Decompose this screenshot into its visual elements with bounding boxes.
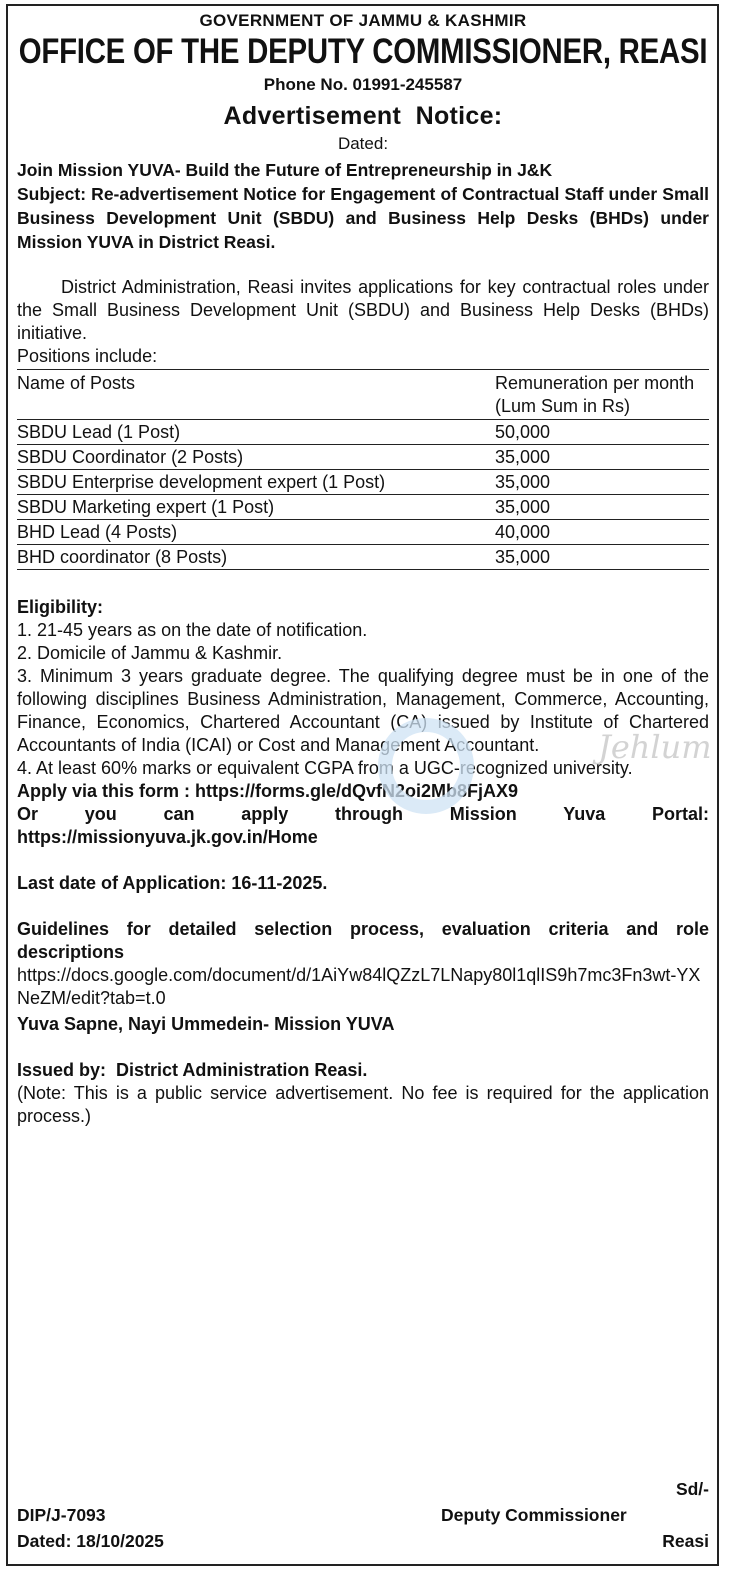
post-name: SBDU Enterprise development expert (1 Post) [17,470,495,495]
advertisement-title: Advertisement Notice: [223,102,503,130]
post-name: SBDU Coordinator (2 Posts) [17,445,495,470]
positions-table [17,369,709,570]
post-name: BHD Lead (4 Posts) [17,520,495,545]
designation: Deputy Commissioner [441,1505,627,1525]
eligibility-item: 3. Minimum 3 years graduate degree. The qualifying degree must be in one of the following disciplines Business Administration, Management, Commerce, Accounting, Finance, Economics, Chartered Accountant (CA) issued by Institute of Chartered Accountants of India (ICAI) or Cost and Management Accountant. [17,666,709,755]
apply-form-link[interactable]: Apply via this form : https://forms.gle/dQvfN2oi2Mb8FjAX9 [17,781,519,801]
place: Reasi [662,1531,709,1551]
table-row [17,470,709,495]
government-heading: GOVERNMENT OF JAMMU & KASHMIR [199,11,527,30]
intro-paragraph: District Administration, Reasi invites applications for key contractual roles under the Small Business Development Unit (SBDU) and Business Help Desks (BHDs) initiative. [17,277,709,343]
fee-note: (Note: This is a public service advertisement. No fee is required for the application process.) [17,1083,709,1126]
table-row [17,545,709,570]
table-row [17,495,709,520]
notice-frame [6,4,719,1566]
last-date: Last date of Application: 16-11-2025. [17,873,328,893]
notice-body [8,6,717,1128]
dated-label: Dated: [337,134,389,153]
phone-number: Phone No. 01991-245587 [263,75,463,94]
slogan: Yuva Sapne, Nayi Ummedein- Mission YUVA [17,1014,395,1034]
post-remuneration: 35,000 [495,445,709,470]
post-remuneration: 50,000 [495,420,709,445]
post-name: BHD coordinator (8 Posts) [17,545,495,570]
eligibility-item: 1. 21-45 years as on the date of notification. [17,620,368,640]
post-name: SBDU Lead (1 Post) [17,420,495,445]
release-date: Dated: 18/10/2025 [17,1531,164,1551]
post-remuneration: 35,000 [495,545,709,570]
table-row [17,520,709,545]
dip-number: DIP/J-7093 [17,1505,106,1525]
positions-label: Positions include: [17,346,158,366]
guidelines-url[interactable]: https://docs.google.com/document/d/1AiYw84lQZzL7LNapy80l1qlIS9h7mc3Fn3wt-YXNeZM/edit?tab=t.0 [17,965,701,1008]
post-remuneration: 40,000 [495,520,709,545]
header-remuneration: Remuneration per month (Lum Sum in Rs) [495,370,709,420]
table-row [17,420,709,445]
mission-tagline: Join Mission YUVA- Build the Future of Entrepreneurship in J&K [17,160,553,180]
subject-block [17,158,709,254]
office-title: OFFICE OF THE DEPUTY COMMISSIONER, REASI [18,32,708,71]
table-row [17,445,709,470]
table-header-row [17,370,709,420]
eligibility-item: 4. At least 60% marks or equivalent CGPA from a UGC-recognized university. [17,758,633,778]
guidelines-heading: Guidelines for detailed selection process, evaluation criteria and role descriptions [17,919,709,962]
watermark-text: Jehlum [598,728,712,766]
eligibility-item: 2. Domicile of Jammu & Kashmir. [17,643,283,663]
apply-portal-link[interactable]: Or you can apply through Mission Yuva Portal: https://missionyuva.jk.gov.in/Home [17,804,709,847]
signature-footer [17,1476,709,1554]
subject-text: Subject: Re-advertisement Notice for Engagement of Contractual Staff under Small Business Development Unit (SBDU) and Business Help Desks (BHDs) under Mission YUVA in District Reasi. [17,184,709,252]
watermark-logo-icon [378,718,474,814]
post-name: SBDU Marketing expert (1 Post) [17,495,495,520]
post-remuneration: 35,000 [495,495,709,520]
post-remuneration: 35,000 [495,470,709,495]
eligibility-heading: Eligibility: [17,597,104,617]
issued-by: Issued by: District Administration Reasi. [17,1060,368,1080]
signed-mark: Sd/- [675,1479,709,1499]
header-name-of-posts: Name of Posts [17,370,495,420]
